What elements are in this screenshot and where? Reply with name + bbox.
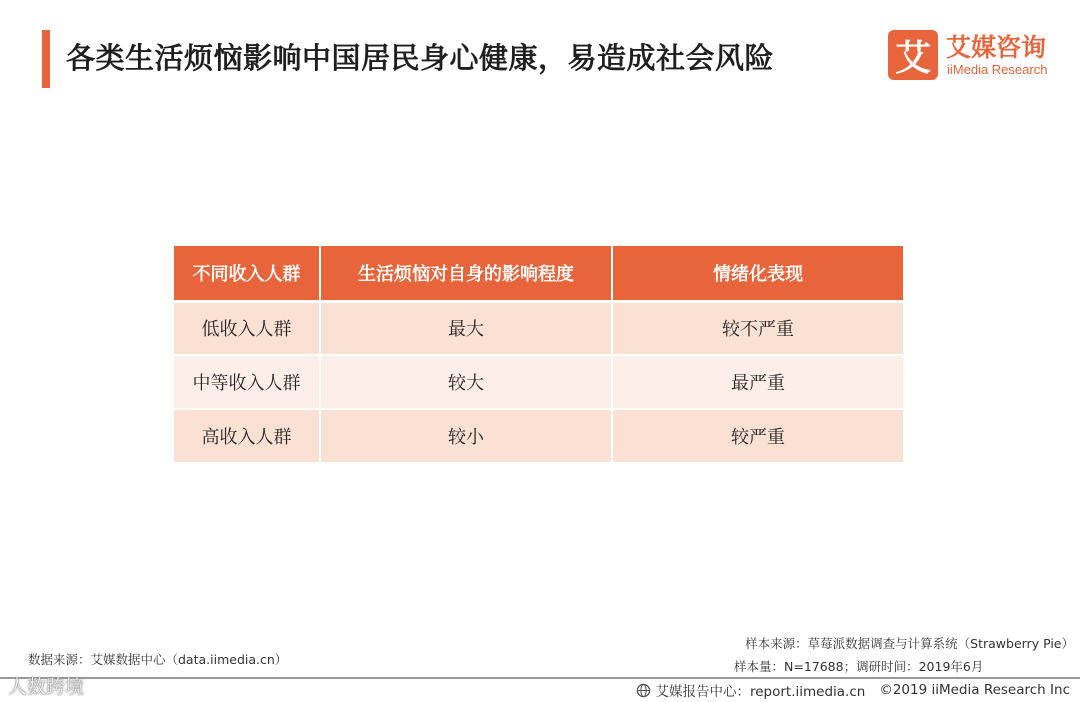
copyright-text: ©2019 iiMedia Research Inc <box>879 682 1070 698</box>
header-impact-level: 生活烦恼对自身的影响程度 <box>320 246 612 301</box>
cell-income-group: 中等收入人群 <box>174 355 320 409</box>
page-title: 各类生活烦恼影响中国居民身心健康，易造成社会风险 <box>66 41 775 75</box>
cell-impact-level: 较大 <box>320 355 612 409</box>
watermark: 人数跨境 <box>8 676 85 698</box>
cell-impact-level: 较小 <box>320 409 612 463</box>
sample-size-note: 样本量：N=17688；调研时间：2019年6月 <box>734 659 984 674</box>
cell-emotional-expression: 较严重 <box>612 409 903 463</box>
table-header-row <box>174 246 903 301</box>
table-row <box>174 355 903 409</box>
sample-source-note: 样本来源：草莓派数据调查与计算系统（Strawberry Pie） <box>745 636 1074 651</box>
cell-impact-level: 最大 <box>320 301 612 355</box>
report-center-link[interactable]: 艾媒报告中心：report.iimedia.cn <box>655 684 866 700</box>
cell-emotional-expression: 最严重 <box>612 355 903 409</box>
table-row <box>174 409 903 463</box>
data-source-note: 数据来源：艾媒数据中心（data.iimedia.cn） <box>28 652 288 667</box>
header-income-group: 不同收入人群 <box>174 246 320 301</box>
cell-income-group: 低收入人群 <box>174 301 320 355</box>
footer-divider <box>0 677 1080 679</box>
cell-emotional-expression: 较不严重 <box>612 301 903 355</box>
table-row <box>174 301 903 355</box>
globe-icon <box>636 683 651 698</box>
title-accent-bar <box>42 30 50 88</box>
iimedia-logo <box>888 26 1058 84</box>
income-impact-table <box>174 246 903 464</box>
logo-name-en: iiMedia Research <box>947 62 1048 77</box>
header-emotional-expression: 情绪化表现 <box>612 246 903 301</box>
logo-name-cn: 艾媒咨询 <box>946 33 1047 62</box>
footer-credits <box>636 680 1070 700</box>
logo-mark: 艾 <box>888 30 938 80</box>
cell-income-group: 高收入人群 <box>174 409 320 463</box>
